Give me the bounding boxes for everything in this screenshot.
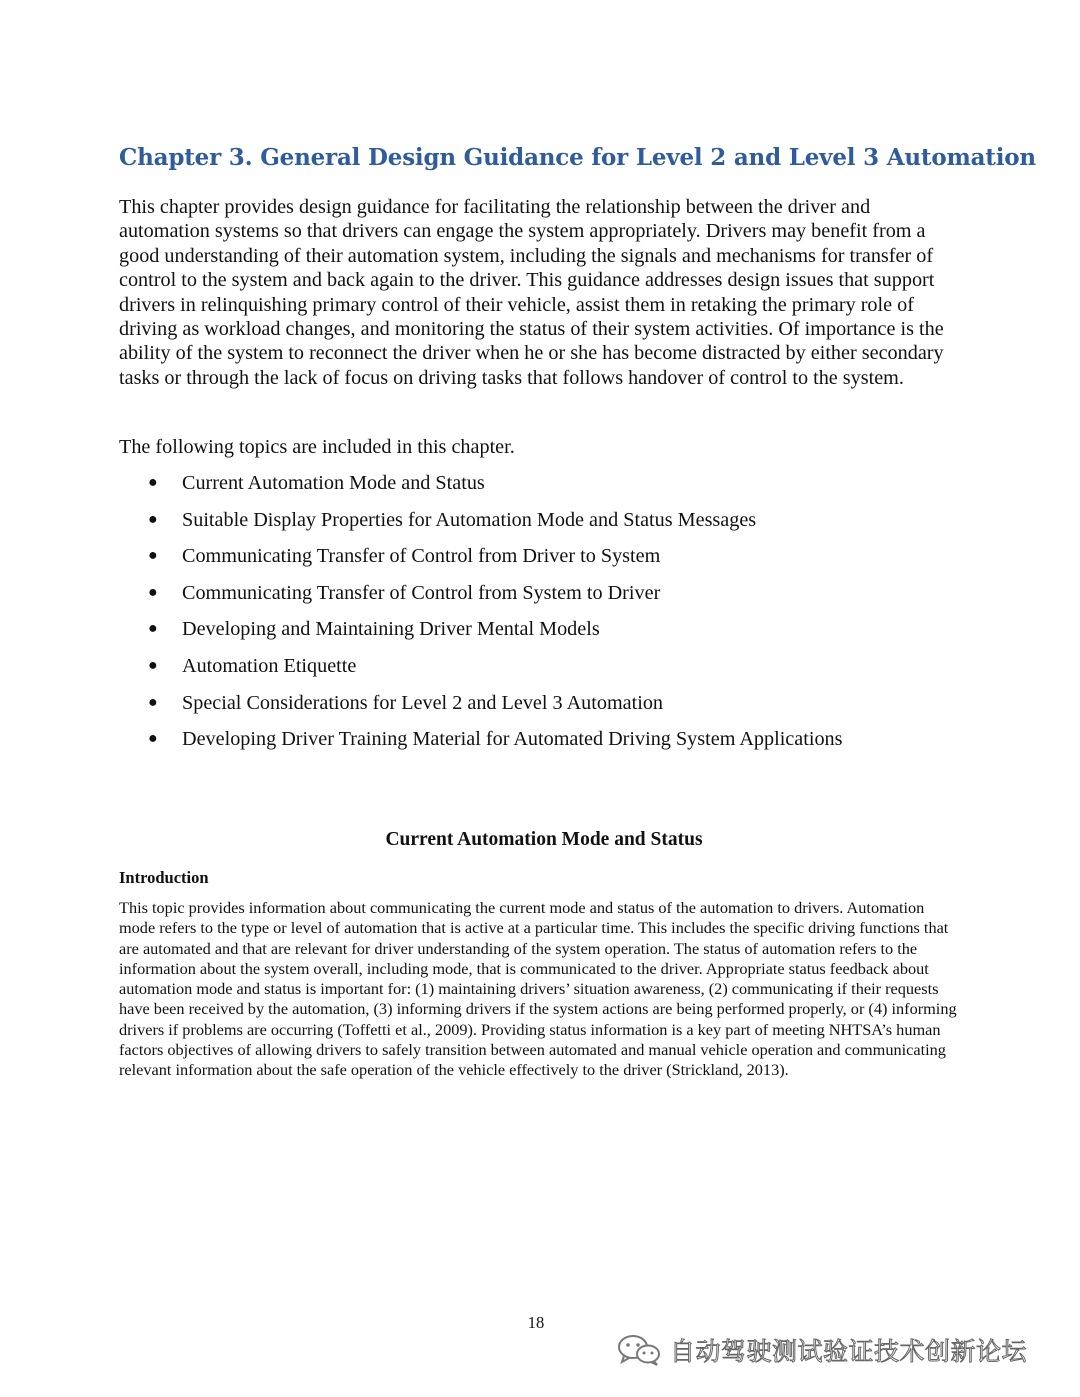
topic-label: Communicating Transfer of Control from Driver to System: [182, 545, 661, 568]
list-item: [148, 691, 843, 728]
bullet-icon: ●: [148, 510, 158, 528]
intro-paragraph: This chapter provides design guidance for facilitating the relationship between the driver and automation systems so that drivers can engage the system appropriately. Drivers may benefit from a good understanding of their automation system, including the signals and mechanisms for transfer of control to the system and back again to the driver. This guidance addresses design issues that support drivers in relinquishing primary control of their vehicle, assist them in retaking the primary role of driving as workload changes, and monitoring the status of their system activities. Of importance is the ability of the system to reconnect the driver when he or she has become distracted by either secondary tasks or through the lack of focus on driving tasks that follows handover of control to the system.: [119, 196, 944, 389]
watermark: [616, 1332, 1027, 1368]
topic-label: Developing Driver Training Material for Automated Driving System Applications: [182, 728, 843, 751]
topic-label: Suitable Display Properties for Automation Mode and Status Messages: [182, 508, 757, 531]
topic-label: Communicating Transfer of Control from System to Driver: [182, 581, 661, 604]
bullet-icon: ●: [148, 547, 158, 565]
bullet-icon: ●: [148, 474, 158, 491]
topic-label: Developing and Maintaining Driver Mental Models: [182, 618, 600, 641]
topic-label: Special Considerations for Level 2 and Level 3 Automation: [182, 691, 664, 714]
bullet-icon: ●: [148, 730, 158, 748]
bullet-icon: ●: [148, 620, 158, 638]
list-item: [148, 471, 843, 508]
section-heading: Current Automation Mode and Status: [385, 829, 703, 850]
topic-label: Automation Etiquette: [182, 654, 357, 677]
sub-heading: Introduction: [119, 868, 209, 887]
list-item: [148, 727, 843, 764]
bullet-icon: ●: [148, 583, 158, 601]
topics-lead: The following topics are included in this chapter.: [119, 436, 515, 458]
list-item: [148, 581, 843, 618]
topic-label: Current Automation Mode and Status: [182, 472, 485, 494]
list-item: [148, 654, 843, 691]
list-item: [148, 617, 843, 654]
section-paragraph: This topic provides information about communicating the current mode and status of the automation to drivers. Automation mode refers to the type or level of automation that is active at a particular time. This includes the specific driving functions that are automated and that are relevant for driver understanding of the system operation. The status of automation refers to the information about the system overall, including mode, that is communicated to the driver. Appropriate status feedback about automation mode and status is important for: (1) maintaining drivers’ situation awareness, (2) communicating if their requests have been received by the automation, (3) informing drivers if the system actions are being performed properly, or (4) informing drivers if problems are occurring (Toffetti et al., 2009). Providing status information is a key part of meeting NHTSA’s human factors objectives of allowing drivers to safely transition between automated and manual vehicle operation and communicating relevant information about the safe operation of the vehicle effectively to the driver (Strickland, 2013).: [119, 898, 957, 1080]
page-number: 18: [527, 1313, 545, 1332]
topic-list: [148, 471, 843, 764]
bullet-icon: ●: [148, 693, 158, 711]
chapter-title: Chapter 3. General Design Guidance for Level 2 and Level 3 Automation: [119, 144, 1036, 171]
list-item: [148, 508, 843, 545]
bullet-icon: ●: [148, 656, 158, 674]
wechat-icon: [616, 1333, 664, 1367]
list-item: [148, 544, 843, 581]
watermark-text: 自动驾驶测试验证技术创新论坛: [670, 1337, 1028, 1366]
